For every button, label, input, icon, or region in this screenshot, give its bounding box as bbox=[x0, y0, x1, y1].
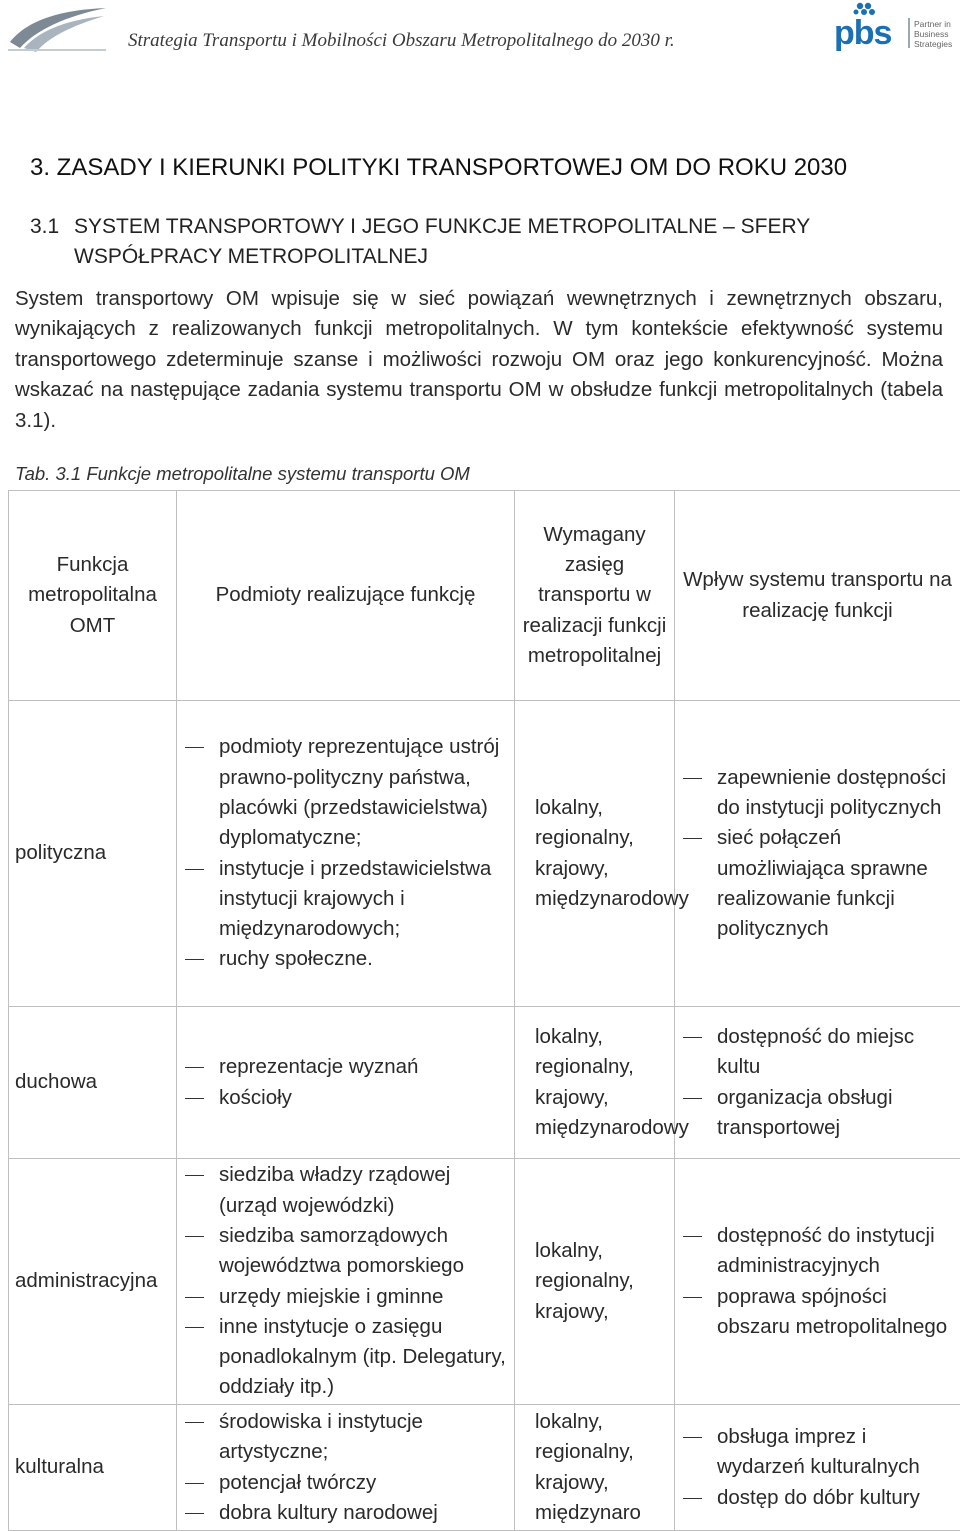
logo-divider bbox=[908, 18, 910, 48]
function-cell: kulturalna bbox=[9, 1405, 177, 1531]
table-row bbox=[9, 1007, 960, 1159]
section-number: 3.1 bbox=[30, 215, 60, 238]
function-cell: administracyjna bbox=[9, 1159, 177, 1405]
list-item: podmioty reprezentujące ustrój prawno-polityczny państwa, placówki (przedstawicielstwa) dyplomatyczne; bbox=[183, 732, 508, 853]
logo-tagline: Partner in Business Strategies bbox=[914, 19, 953, 49]
table-caption: Tab. 3.1 Funkcje metropolitalne systemu transportu OM bbox=[15, 463, 470, 484]
list-item: sieć połączeń umożliwiająca sprawne realizowanie funkcji politycznych bbox=[681, 823, 954, 944]
list-item: ruchy społeczne. bbox=[183, 944, 508, 974]
impact-cell bbox=[675, 701, 960, 1007]
function-cell: duchowa bbox=[9, 1007, 177, 1159]
impact-cell bbox=[675, 1405, 960, 1531]
impact-cell bbox=[675, 1007, 960, 1159]
list-item: siedziba władzy rządowej (urząd wojewódzki) bbox=[183, 1160, 508, 1221]
function-cell: polityczna bbox=[9, 701, 177, 1007]
list-item: potencjał twórczy bbox=[183, 1468, 508, 1498]
table-row bbox=[9, 1405, 960, 1531]
metropolitan-logo-icon bbox=[6, 2, 110, 54]
list-item: zapewnienie dostępności do instytucji politycznych bbox=[681, 763, 954, 824]
range-cell: lokalny, regionalny, krajowy, międzynaro bbox=[515, 1405, 675, 1531]
header-impact: Wpływ systemu transportu na realizację funkcji bbox=[675, 491, 960, 701]
functions-table bbox=[8, 490, 960, 1531]
list-item: reprezentacje wyznań bbox=[183, 1052, 508, 1082]
list-item: organizacja obsługi transportowej bbox=[681, 1083, 954, 1144]
list-item: urzędy miejskie i gminne bbox=[183, 1282, 508, 1312]
list-item: dobra kultury narodowej bbox=[183, 1498, 508, 1528]
header-range: Wymagany zasięg transportu w realizacji funkcji metropolitalnej bbox=[515, 491, 675, 701]
header-title: Strategia Transportu i Mobilności Obszaru Metropolitalnego do 2030 r. bbox=[128, 30, 675, 51]
list-item: dostępność do miejsc kultu bbox=[681, 1022, 954, 1083]
list-item: kościoły bbox=[183, 1083, 508, 1113]
list-item: dostępność do instytucji administracyjnych bbox=[681, 1221, 954, 1282]
list-item: siedziba samorządowych województwa pomorskiego bbox=[183, 1221, 508, 1282]
table-row bbox=[9, 701, 960, 1007]
actors-cell bbox=[177, 1405, 515, 1531]
range-cell: lokalny, regionalny, krajowy, międzynarodowy bbox=[515, 701, 675, 1007]
page-header bbox=[0, 0, 960, 60]
list-item: inne instytucje o zasięgu ponadlokalnym (itp. Delegatury, oddziały itp.) bbox=[183, 1312, 508, 1403]
table-row bbox=[9, 1159, 960, 1405]
intro-paragraph: System transportowy OM wpisuje się w sieć powiązań wewnętrznych i zewnętrznych obszaru, wynikających z realizowanych funkcji metropolitalnych. W tym kontekście efektywność systemu transportowego zdeterminuje szanse i możliwości rozwoju OM oraz jego konkurencyjność. Można wskazać na następujące zadania systemu transportu OM w obsłudze funkcji metropolitalnych (tabela 3.1). bbox=[15, 287, 943, 432]
list-item: dostęp do dóbr kultury bbox=[681, 1483, 954, 1513]
impact-cell bbox=[675, 1159, 960, 1405]
range-cell: lokalny, regionalny, krajowy, międzynarodowy bbox=[515, 1007, 675, 1159]
header-function: Funkcja metropolitalna OMT bbox=[9, 491, 177, 701]
range-cell: lokalny, regionalny, krajowy, bbox=[515, 1159, 675, 1405]
actors-cell bbox=[177, 1159, 515, 1405]
list-item: obsługa imprez i wydarzeń kulturalnych bbox=[681, 1422, 954, 1483]
list-item: instytucje i przedstawicielstwa instytucji krajowych i międzynarodowych; bbox=[183, 854, 508, 945]
logo-wordmark: pbs bbox=[834, 14, 892, 52]
chapter-heading: 3. ZASADY I KIERUNKI POLITYKI TRANSPORTOWEJ OM DO ROKU 2030 bbox=[30, 154, 848, 181]
section-title: SYSTEM TRANSPORTOWY I JEGO FUNKCJE METROPOLITALNE – SFERY WSPÓŁPRACY METROPOLITALNEJ bbox=[74, 215, 810, 268]
actors-cell bbox=[177, 701, 515, 1007]
actors-cell bbox=[177, 1007, 515, 1159]
table-header-row bbox=[9, 491, 960, 701]
list-item: poprawa spójności obszaru metropolitalnego bbox=[681, 1282, 954, 1343]
list-item: środowiska i instytucje artystyczne; bbox=[183, 1407, 508, 1468]
header-actors: Podmioty realizujące funkcję bbox=[177, 491, 515, 701]
pbs-logo bbox=[834, 2, 956, 56]
